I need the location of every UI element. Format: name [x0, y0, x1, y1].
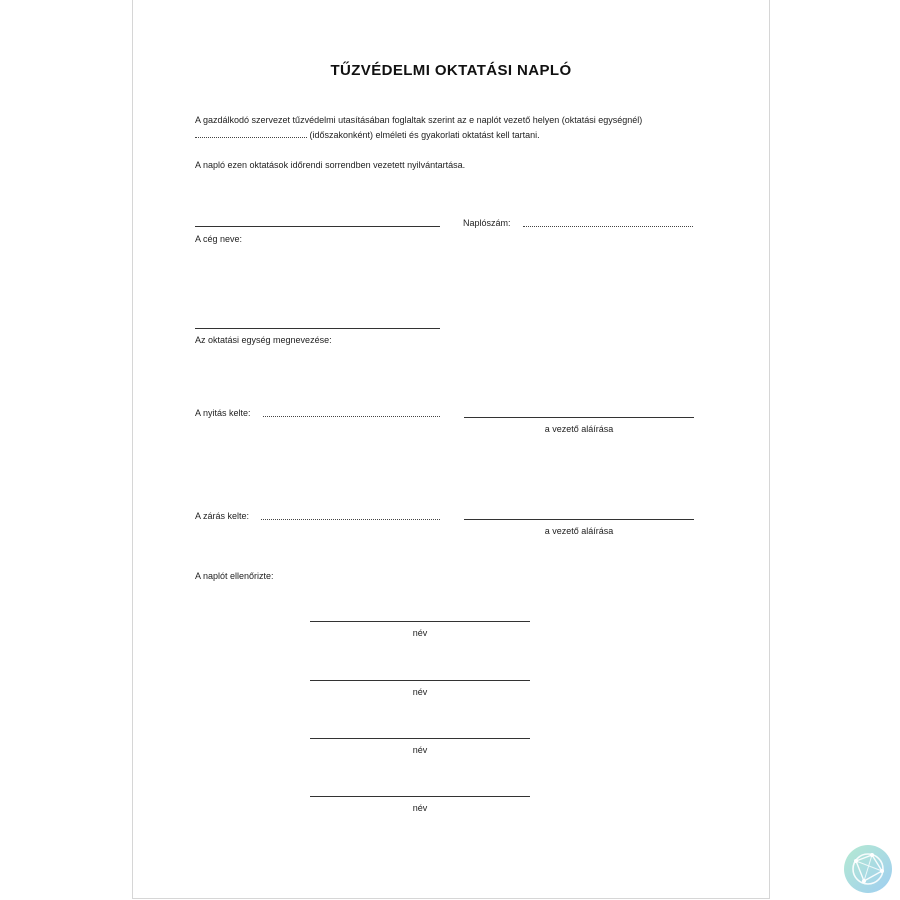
- document-title: TŰZVÉDELMI OKTATÁSI NAPLÓ: [330, 62, 572, 79]
- intro-text-part2: (időszakonként) elméleti és gyakorlati oktatást kell tartani.: [309, 130, 540, 140]
- inspector-name-field-3[interactable]: [310, 738, 530, 739]
- inspector-name-field-2[interactable]: [310, 680, 530, 681]
- intro-paragraph-2: A napló ezen oktatások időrendi sorrendben vezetett nyilvántartása.: [195, 160, 466, 170]
- intro-text-part1: A gazdálkodó szervezet tűzvédelmi utasításában foglaltak szerint az e naplót vezető helyen (oktatási egységnél): [195, 115, 643, 125]
- company-name-field[interactable]: [195, 226, 440, 227]
- company-name-label: A cég neve:: [195, 234, 243, 244]
- period-blank-field[interactable]: [195, 128, 307, 138]
- inspector-name-caption-1: név: [412, 628, 428, 638]
- unit-name-field[interactable]: [195, 328, 440, 329]
- inspector-name-field-1[interactable]: [310, 621, 530, 622]
- log-number-field[interactable]: [523, 226, 693, 227]
- closing-date-label: A zárás kelte:: [195, 511, 250, 521]
- unit-name-label: Az oktatási egység megnevezése:: [195, 335, 332, 345]
- closing-date-field[interactable]: [261, 519, 440, 520]
- inspector-name-caption-4: név: [412, 803, 428, 813]
- globe-logo-icon: [842, 843, 894, 900]
- checked-by-label: A naplót ellenőrizte:: [195, 571, 274, 581]
- inspector-name-caption-3: név: [412, 745, 428, 755]
- opening-date-field[interactable]: [263, 416, 440, 417]
- intro-paragraph: [195, 113, 715, 143]
- document-page: [132, 0, 770, 899]
- opening-signature-caption: a vezető aláírása: [544, 424, 614, 434]
- log-number-label: Naplószám:: [463, 218, 511, 228]
- opening-signature-field[interactable]: [464, 417, 694, 418]
- inspector-name-caption-2: név: [412, 687, 428, 697]
- inspector-name-field-4[interactable]: [310, 796, 530, 797]
- closing-signature-caption: a vezető aláírása: [544, 526, 614, 536]
- closing-signature-field[interactable]: [464, 519, 694, 520]
- opening-date-label: A nyitás kelte:: [195, 408, 251, 418]
